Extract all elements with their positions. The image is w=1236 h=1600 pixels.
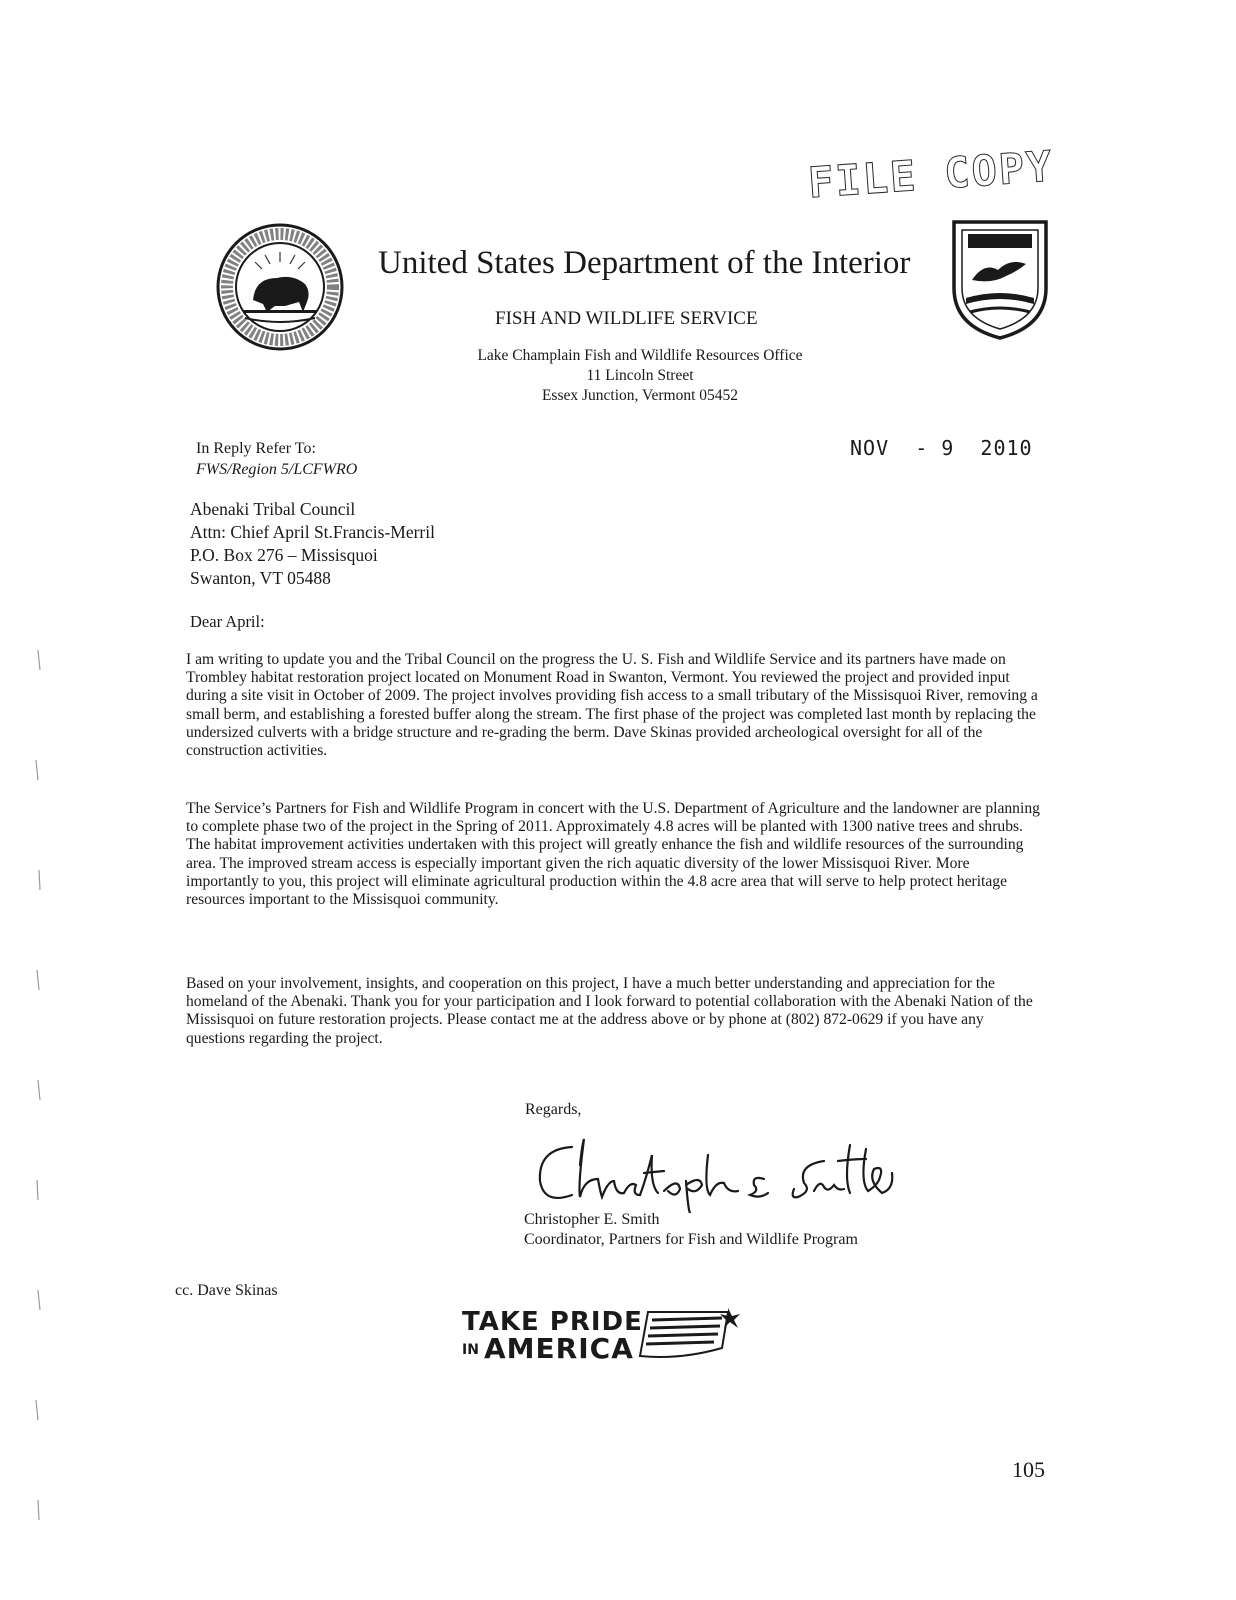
- recipient-line-2: Attn: Chief April St.Francis-Merril: [190, 522, 435, 542]
- scan-margin-marks: [28, 640, 48, 1540]
- body-paragraph-1: I am writing to update you and the Tribal Council on the progress the U. S. Fish and Wildlife Service and its partners have made on Trombley habitat restoration project located on Monument Road in Swanton, Vermont. You reviewed the project and provided input during a site visit in October of 2009. The project involves providing fish access to a small tributary of the Missisquoi River, removing a small berm, and establishing a forested buffer along the stream. The first phase of the project was completed last month by replacing the undersized culverts with a bridge structure and re-grading the berm. Dave Skinas provided archeological oversight for all of the construction activities.: [186, 651, 1038, 760]
- recipient-line-3: P.O. Box 276 – Missisquoi: [190, 545, 378, 565]
- service-name: FISH AND WILDLIFE SERVICE: [495, 308, 758, 329]
- reply-reference-code: FWS/Region 5/LCFWRO: [196, 461, 358, 478]
- department-name: United States Department of the Interior: [378, 245, 911, 281]
- take-pride-in-america-logo: [460, 1302, 750, 1368]
- closing-regards: Regards,: [525, 1101, 582, 1118]
- office-street: 11 Lincoln Street: [586, 367, 694, 384]
- reply-reference: [196, 438, 357, 480]
- file-copy-stamp: FILE COPY: [806, 141, 1055, 208]
- office-name: Lake Champlain Fish and Wildlife Resources Office: [477, 347, 803, 364]
- office-address: [430, 346, 850, 406]
- handwritten-signature: [528, 1125, 908, 1213]
- carbon-copy: cc. Dave Skinas: [175, 1282, 278, 1299]
- svg-text:IN: IN: [462, 1342, 479, 1358]
- body-paragraph-3: Based on your involvement, insights, and cooperation on this project, I have a much better understanding and appreciation for the homeland of the Abenaki. Thank you for your participation and I look forward to potential collaboration with the Abenaki Nation of the Missisquoi on future restoration projects. Please contact me at the address above or by phone at (802) 872-0629 if you have any questions regarding the project.: [186, 975, 1033, 1047]
- signer-title: Coordinator, Partners for Fish and Wildlife Program: [524, 1231, 858, 1248]
- body-paragraph-2: The Service’s Partners for Fish and Wildlife Program in concert with the U.S. Department of Agriculture and the landowner are planning to complete phase two of the project in the Spring of 2011. Approximately 4.8 acres will be planted with 1300 native trees and shrubs. The habitat improvement activities undertaken with this project will greatly enhance the fish and wildlife resources of the surrounding area. The improved stream access is especially important given the rich aquatic diversity of the lower Missisquoi River. More importantly to you, this project will eliminate agricultural production within the 4.8 acre area that will serve to help protect heritage resources important to the Missisquoi community.: [186, 800, 1040, 909]
- signer-name: Christopher E. Smith: [524, 1211, 660, 1228]
- signer-block: [524, 1210, 858, 1250]
- svg-text:AMERICA: AMERICA: [484, 1332, 634, 1365]
- letter-date: NOV - 9 2010: [850, 436, 1033, 460]
- reply-reference-label: In Reply Refer To:: [196, 440, 316, 457]
- page-number: 105: [1012, 1457, 1045, 1482]
- fws-shield-icon: [946, 218, 1054, 342]
- office-city: Essex Junction, Vermont 05452: [541, 387, 739, 404]
- svg-text:TAKE PRIDE: TAKE PRIDE: [462, 1307, 643, 1337]
- salutation: Dear April:: [190, 612, 265, 631]
- recipient-address: [190, 498, 435, 590]
- recipient-line-1: Abenaki Tribal Council: [190, 499, 356, 519]
- recipient-line-4: Swanton, VT 05488: [190, 568, 331, 588]
- interior-seal-icon: [215, 222, 345, 352]
